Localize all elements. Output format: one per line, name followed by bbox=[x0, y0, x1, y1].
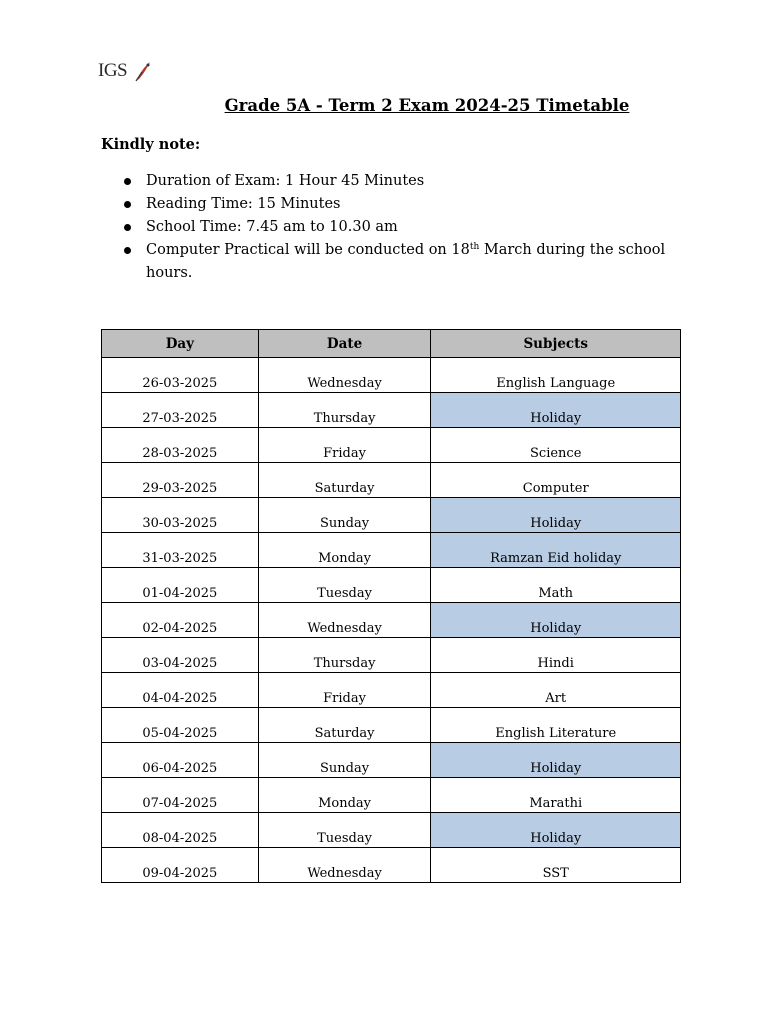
cell-subject: Holiday bbox=[431, 813, 681, 848]
cell-date: Monday bbox=[258, 778, 431, 813]
cell-subject: Holiday bbox=[431, 498, 681, 533]
header-date: Date bbox=[258, 330, 431, 358]
table-row bbox=[102, 603, 681, 638]
cell-day: 09-04-2025 bbox=[102, 848, 259, 883]
header-subjects: Subjects bbox=[431, 330, 681, 358]
cell-day: 04-04-2025 bbox=[102, 673, 259, 708]
table-row bbox=[102, 708, 681, 743]
cell-day: 01-04-2025 bbox=[102, 568, 259, 603]
cell-day: 30-03-2025 bbox=[102, 498, 259, 533]
cell-subject: Holiday bbox=[431, 603, 681, 638]
exam-timetable bbox=[101, 329, 681, 883]
table-row bbox=[102, 813, 681, 848]
table-row bbox=[102, 393, 681, 428]
table-row bbox=[102, 533, 681, 568]
bullet-icon bbox=[124, 178, 131, 185]
cell-subject: Science bbox=[431, 428, 681, 463]
note-item: School Time: 7.45 am to 10.30 am bbox=[120, 216, 680, 239]
table-row bbox=[102, 428, 681, 463]
cell-day: 28-03-2025 bbox=[102, 428, 259, 463]
bullet-icon bbox=[124, 247, 131, 254]
cell-subject: Holiday bbox=[431, 393, 681, 428]
cell-day: 29-03-2025 bbox=[102, 463, 259, 498]
cell-day: 02-04-2025 bbox=[102, 603, 259, 638]
table-row bbox=[102, 358, 681, 393]
cell-subject: Ramzan Eid holiday bbox=[431, 533, 681, 568]
cell-day: 27-03-2025 bbox=[102, 393, 259, 428]
cell-day: 06-04-2025 bbox=[102, 743, 259, 778]
note-item: Reading Time: 15 Minutes bbox=[120, 193, 680, 216]
page-title: Grade 5A - Term 2 Exam 2024-25 Timetable bbox=[224, 96, 630, 115]
cell-date: Monday bbox=[258, 533, 431, 568]
cell-day: 07-04-2025 bbox=[102, 778, 259, 813]
cell-date: Thursday bbox=[258, 393, 431, 428]
cell-day: 31-03-2025 bbox=[102, 533, 259, 568]
cell-date: Wednesday bbox=[258, 848, 431, 883]
cell-day: 08-04-2025 bbox=[102, 813, 259, 848]
cell-date: Saturday bbox=[258, 463, 431, 498]
quill-icon bbox=[134, 60, 154, 82]
school-logo bbox=[98, 60, 158, 88]
header-day: Day bbox=[102, 330, 259, 358]
cell-date: Thursday bbox=[258, 638, 431, 673]
cell-date: Tuesday bbox=[258, 568, 431, 603]
note-item: Duration of Exam: 1 Hour 45 Minutes bbox=[120, 170, 680, 193]
note-heading: Kindly note: bbox=[101, 136, 201, 153]
table-row bbox=[102, 778, 681, 813]
notes-list bbox=[120, 170, 680, 285]
cell-subject: Marathi bbox=[431, 778, 681, 813]
logo-text: IGS bbox=[98, 60, 128, 81]
bullet-icon bbox=[124, 224, 131, 231]
cell-subject: Hindi bbox=[431, 638, 681, 673]
cell-day: 05-04-2025 bbox=[102, 708, 259, 743]
cell-date: Friday bbox=[258, 673, 431, 708]
cell-subject: SST bbox=[431, 848, 681, 883]
table-row bbox=[102, 848, 681, 883]
table-header-row bbox=[102, 330, 681, 358]
cell-date: Friday bbox=[258, 428, 431, 463]
table-row bbox=[102, 568, 681, 603]
cell-day: 26-03-2025 bbox=[102, 358, 259, 393]
cell-day: 03-04-2025 bbox=[102, 638, 259, 673]
cell-date: Sunday bbox=[258, 498, 431, 533]
table-row bbox=[102, 463, 681, 498]
table-row bbox=[102, 743, 681, 778]
cell-date: Tuesday bbox=[258, 813, 431, 848]
cell-subject: Computer bbox=[431, 463, 681, 498]
cell-subject: English Language bbox=[431, 358, 681, 393]
table-row bbox=[102, 673, 681, 708]
cell-subject: Math bbox=[431, 568, 681, 603]
table-row bbox=[102, 638, 681, 673]
cell-subject: English Literature bbox=[431, 708, 681, 743]
table-row bbox=[102, 498, 681, 533]
cell-date: Sunday bbox=[258, 743, 431, 778]
cell-subject: Art bbox=[431, 673, 681, 708]
note-item: Computer Practical will be conducted on 18th March during the school hours. bbox=[120, 239, 680, 285]
cell-date: Wednesday bbox=[258, 358, 431, 393]
table-body bbox=[102, 358, 681, 883]
bullet-icon bbox=[124, 201, 131, 208]
cell-date: Wednesday bbox=[258, 603, 431, 638]
cell-date: Saturday bbox=[258, 708, 431, 743]
cell-subject: Holiday bbox=[431, 743, 681, 778]
